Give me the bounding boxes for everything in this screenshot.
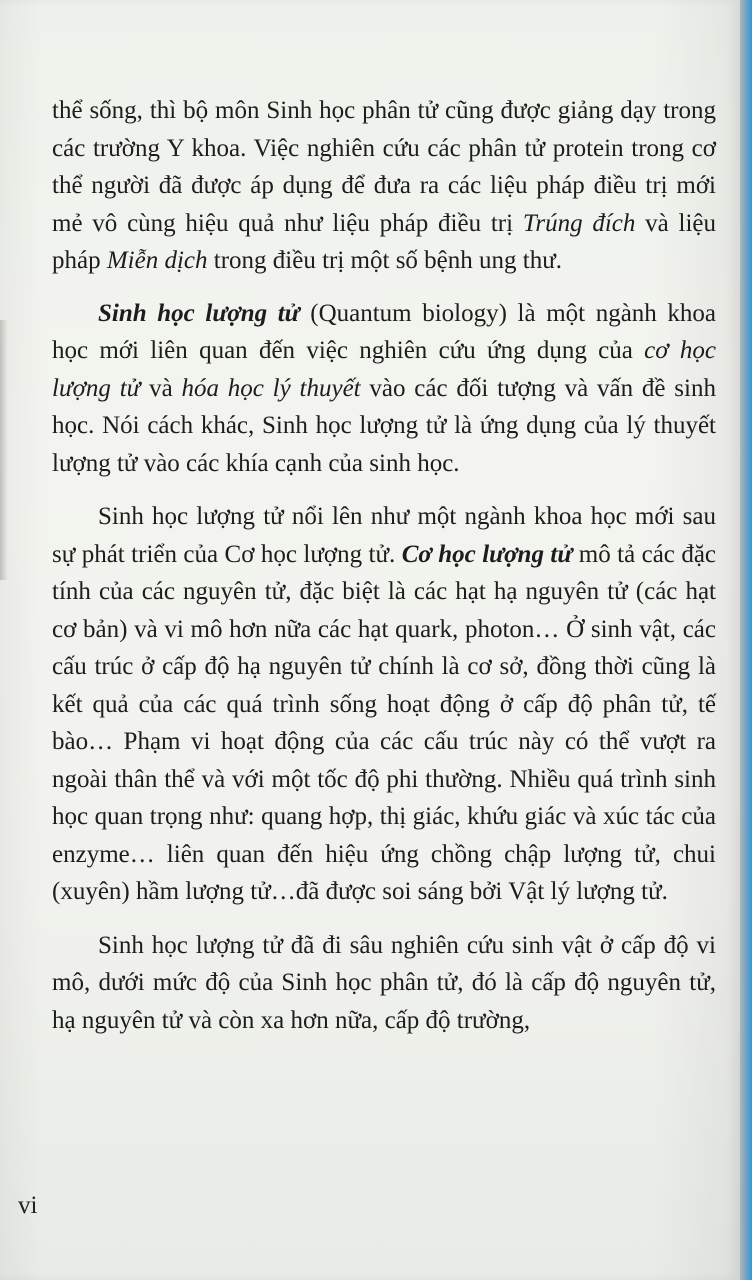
paragraph-2-segment-5: hóa học lý thuyết	[181, 374, 361, 402]
paragraph-1-segment-4: Miễn dịch	[106, 247, 208, 274]
paragraph-3-segment-1: Sinh học lượng tử nổi lên như một ngành khoa học mới sau sự phát triển của Cơ học lượng tử.	[52, 503, 716, 568]
paragraph-4-segment-1: Sinh học lượng tử đã đi sâu nghiên cứu sinh vật ở cấp độ vi mô, dưới mức độ của Sinh học phân tử, đó là cấp độ nguyên tử, hạ nguyên tử và còn xa hơn nữa, cấp độ trường,	[52, 931, 716, 1034]
paragraph-2	[52, 295, 716, 483]
paragraph-2-segment-3: cơ học lượng tử	[52, 337, 716, 402]
page-number: vi	[18, 1192, 38, 1219]
page-left-shadow	[0, 320, 8, 580]
paragraph-1-segment-3: và liệu pháp	[52, 209, 717, 274]
main-text	[52, 92, 716, 1039]
paragraph-2-segment-6: vào các đối tượng và vấn đề sinh học. Nói cách khác, Sinh học lượng tử là ứng dụng của lý thuyết lượng tử vào các khía cạnh của sinh học.	[52, 374, 716, 477]
paragraph-2-segment-4: và	[140, 374, 182, 402]
paragraph-3-segment-3: mô tả các đặc tính của các nguyên tử, đặc biệt là các hạt hạ nguyên tử (các hạt cơ bản) và vi mô hơn nữa các hạt quark, photon… Ở sinh vật, các cấu trúc ở cấp độ hạ nguyên tử chính là cơ sở, đồng thời cũng là kết quả của các quá trình sống hoạt động ở cấp độ phân tử, tế bào… Phạm vi hoạt động của các cấu trúc này có thể vượt ra ngoài thân thể và với một tốc độ phi thường. Nhiều quá trình sinh học quan trọng như: quang hợp, thị giác, khứu giác và xúc tác của enzyme… liên quan đến hiệu ứng chồng chập lượng tử, chui (xuyên) hầm lượng tử…đã được soi sáng bởi Vật lý lượng tử.	[52, 540, 717, 905]
paragraph-2-segment-1: Sinh học lượng tử	[98, 299, 300, 327]
paragraph-1-segment-2: Trúng đích	[522, 209, 636, 237]
paragraph-1-segment-5: trong điều trị một số bệnh ung thư.	[207, 247, 563, 274]
page-edge-strip	[740, 0, 752, 1280]
paragraph-3-segment-2: Cơ học lượng tử	[401, 540, 573, 568]
paragraph-4	[52, 927, 716, 1040]
paragraph-1-segment-1: thể sống, thì bộ môn Sinh học phân tử cũng được giảng dạy trong các trường Y khoa. Việc nghiên cứu các phân tử protein trong cơ thể người đã được áp dụng để đưa ra các liệu pháp điều trị mới mẻ vô cùng hiệu quả như liệu pháp điều trị	[52, 97, 716, 237]
paragraph-3	[52, 498, 716, 911]
paragraph-1	[52, 92, 716, 280]
paragraph-2-segment-2: (Quantum biology) là một ngành khoa học mới liên quan đến việc nghiên cứu ứng dụng của	[52, 299, 717, 364]
